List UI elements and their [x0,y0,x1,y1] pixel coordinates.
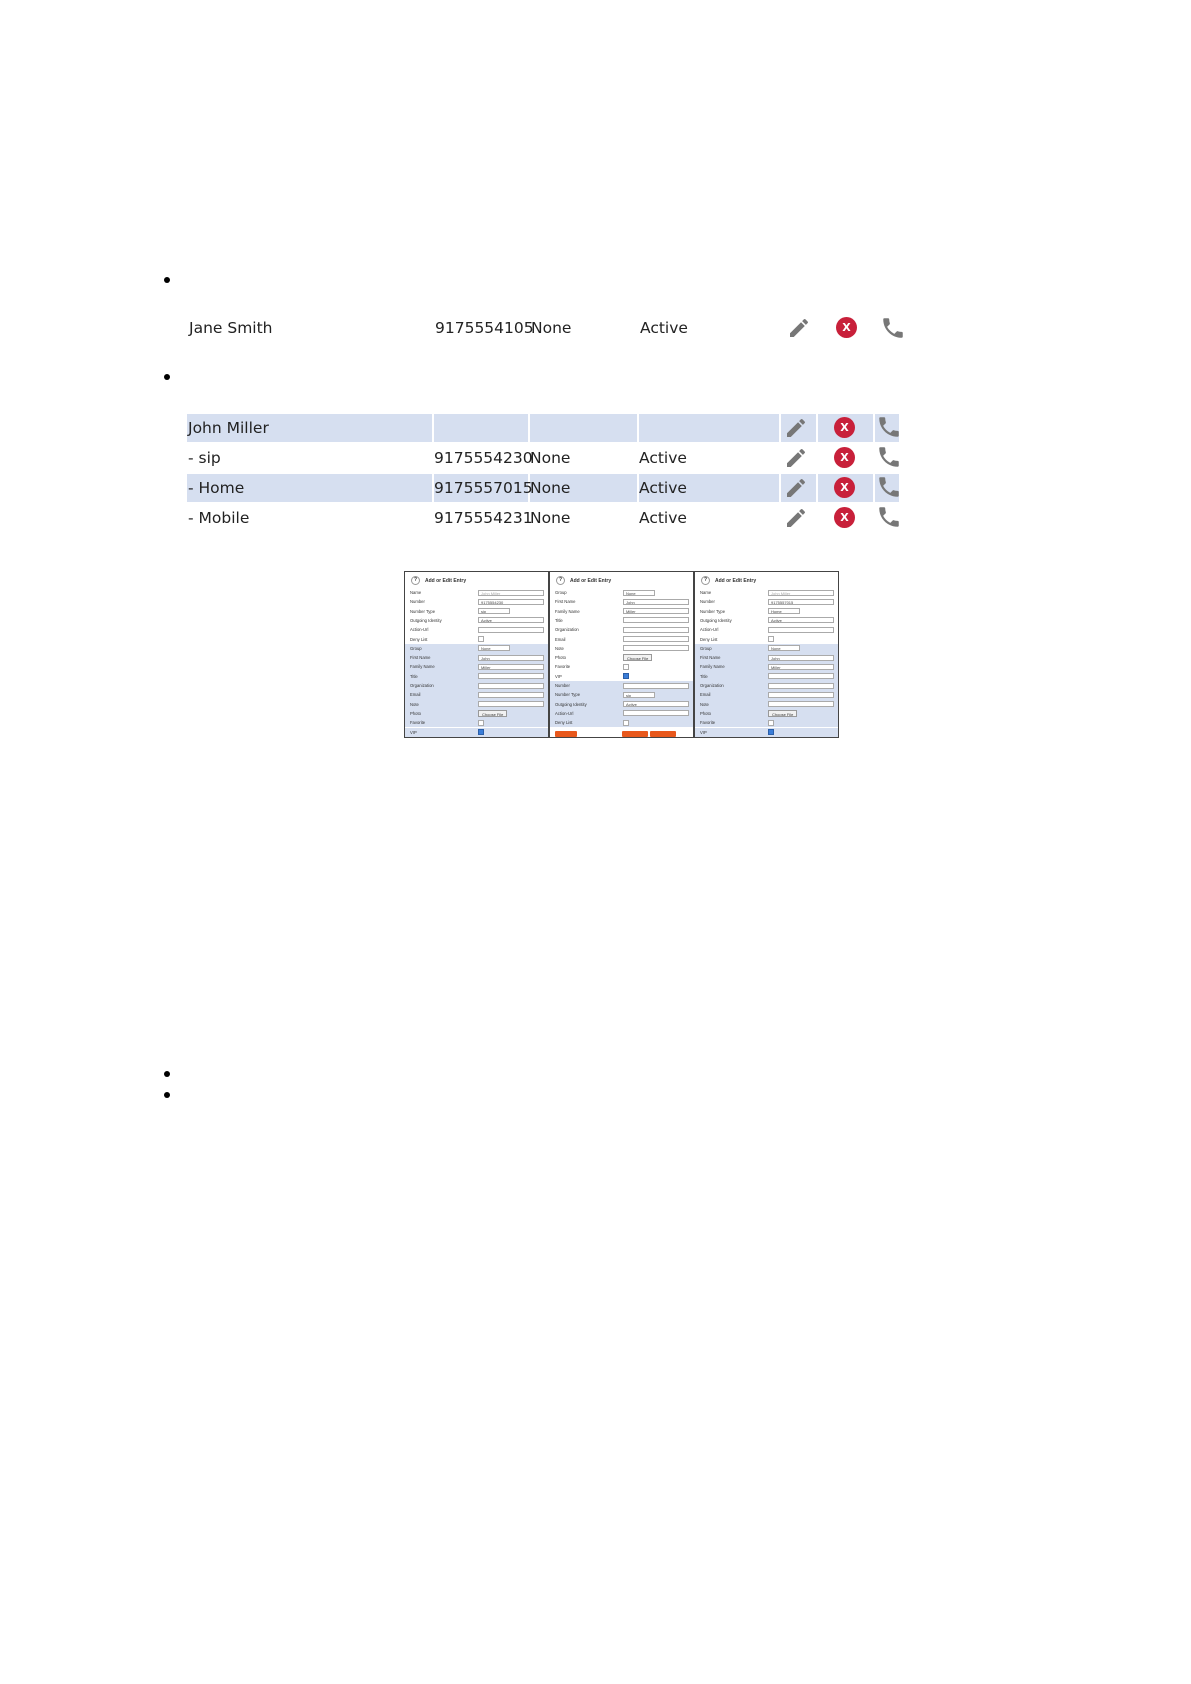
text-input[interactable]: John Miller [768,590,834,596]
field-label: Action-Url [700,627,719,633]
form-field [405,718,548,727]
field-label: Email [410,692,421,698]
checkbox[interactable] [623,720,629,726]
form-field [550,597,693,606]
form-field [695,728,838,737]
field-label: VIP [700,729,707,735]
form-field [550,635,693,644]
form-field [695,681,838,690]
text-input[interactable] [478,627,544,633]
pencil-icon[interactable] [784,476,808,504]
field-label: Title [555,617,563,623]
text-input[interactable]: 9175554230 [478,599,544,605]
group-row-home [187,474,899,502]
group-row-mobile [187,504,899,532]
field-label: Note [555,645,564,651]
text-input[interactable]: Miller [768,664,834,670]
form-field [550,616,693,625]
row-number: 9175554230 [434,449,533,467]
edit-dialog-panel-1 [404,571,549,738]
form-field [550,607,693,616]
field-label: Deny List [700,636,718,642]
row-group: None [530,479,571,497]
field-label: First Name [555,599,576,605]
field-label: Outgoing Identity [555,701,587,707]
form-field [695,607,838,616]
form-field [695,653,838,662]
phone-icon[interactable] [876,414,902,444]
text-input[interactable] [623,617,689,623]
delete-icon[interactable]: X [834,417,855,438]
form-field [405,597,548,606]
group-row-sip [187,444,899,472]
field-label: Deny List [410,636,428,642]
dialog-title: Add or Edit Entry [715,578,757,584]
bullet-3 [164,1071,170,1077]
form-field [405,653,548,662]
field-label: Photo [555,655,566,661]
group-header-row [187,414,899,442]
form-field [550,644,693,653]
select-field[interactable]: Home [768,608,800,614]
form-field [695,597,838,606]
choose-file-button[interactable]: Choose File [478,710,507,717]
checkbox[interactable] [478,729,484,735]
form-field [405,690,548,699]
field-label: Number Type [410,608,436,614]
add-field-button[interactable] [622,731,648,737]
field-label: Note [410,701,419,707]
select-field[interactable]: Active [478,617,544,623]
field-label: Number Type [555,692,581,698]
form-field [405,644,548,653]
text-input[interactable]: John Miller [478,590,544,596]
text-input[interactable] [478,692,544,698]
text-input[interactable] [768,701,834,707]
field-label: Organization [555,627,579,633]
help-icon[interactable]: ? [556,576,565,585]
row-label: - Home [188,479,245,497]
text-input[interactable] [478,683,544,689]
field-label: Name [700,590,712,595]
help-icon[interactable]: ? [411,576,420,585]
field-label: Family Name [700,664,725,670]
text-input[interactable] [623,627,689,633]
field-label: Family Name [410,664,435,670]
row-label: - sip [188,449,221,467]
row-status: Active [639,449,687,467]
form-field [550,718,693,727]
text-input[interactable] [623,645,689,651]
checkbox[interactable] [768,720,774,726]
pencil-icon[interactable] [784,506,808,534]
entry-name: Jane Smith [189,319,273,337]
form-field [405,672,548,681]
field-label: Outgoing Identity [700,617,732,623]
bullet-2 [164,374,170,380]
text-input[interactable] [768,692,834,698]
text-input[interactable]: John [623,599,689,605]
field-label: Number [700,599,715,605]
pencil-icon[interactable] [784,446,808,474]
row-status: Active [639,509,687,527]
field-label: Group [410,645,422,651]
form-field [405,709,548,718]
delete-icon[interactable]: X [834,477,855,498]
field-label: Action-Url [555,710,574,716]
phone-icon[interactable] [876,474,902,504]
field-label: Number [410,599,425,605]
text-input[interactable] [768,673,834,679]
form-field [550,709,693,718]
select-field[interactable]: Active [623,701,689,707]
form-field [405,607,548,616]
dialog-title: Add or Edit Entry [570,578,612,584]
text-input[interactable] [623,683,689,689]
form-field [695,635,838,644]
entry-row-jane-smith [189,314,901,342]
choose-file-button[interactable]: Choose File [623,654,652,661]
field-label: Photo [700,710,711,716]
form-field [550,681,693,690]
entry-number: 9175554105 [435,319,534,337]
field-label: VIP [555,673,562,679]
bullet-1 [164,277,170,283]
form-field [405,728,548,737]
row-number: 9175554231 [434,509,533,527]
text-input[interactable]: John [768,655,834,661]
entry-group: None [531,319,572,337]
row-label: - Mobile [188,509,250,527]
edit-dialog-panel-3 [694,571,839,738]
field-label: First Name [700,655,721,661]
form-field [550,672,693,681]
phone-icon[interactable] [880,315,906,345]
form-field [405,635,548,644]
field-label: Note [700,701,709,707]
text-input[interactable]: Miller [478,664,544,670]
form-field [550,690,693,699]
text-input[interactable] [623,710,689,716]
field-label: Organization [700,683,724,688]
edit-dialog-panel-2 [549,571,694,738]
row-number: 9175557015 [434,479,533,497]
form-field [550,625,693,634]
form-field [695,690,838,699]
form-field [550,588,693,597]
field-label: Favorite [410,720,426,726]
form-field [695,718,838,727]
form-field [550,662,693,671]
field-label: Title [410,673,418,679]
text-input[interactable] [478,701,544,707]
entry-status: Active [640,319,688,337]
field-label: Group [555,590,567,595]
phone-icon[interactable] [876,504,902,534]
text-input[interactable] [768,627,834,633]
select-field[interactable]: None [623,590,655,596]
form-field [695,625,838,634]
form-field [550,653,693,662]
row-status: Active [639,479,687,497]
save-button[interactable] [555,731,577,737]
bullet-4 [164,1092,170,1098]
field-label: Photo [410,710,421,716]
field-label: Email [700,692,711,698]
phone-icon[interactable] [876,444,902,474]
help-icon[interactable]: ? [701,576,710,585]
checkbox[interactable] [623,664,629,670]
form-field [405,700,548,709]
form-field [695,709,838,718]
pencil-icon[interactable] [787,316,811,344]
form-field [695,616,838,625]
form-field [695,662,838,671]
text-input[interactable]: 9175557015 [768,599,834,605]
form-field [405,625,548,634]
field-label: Family Name [555,608,580,614]
form-field [695,588,838,597]
select-field[interactable]: None [478,645,510,651]
dialog-title: Add or Edit Entry [425,578,467,584]
form-field [405,616,548,625]
delete-icon[interactable]: X [834,447,855,468]
field-label: VIP [410,729,417,735]
text-input[interactable]: John [478,655,544,661]
select-field[interactable]: None [768,645,800,651]
form-field [405,588,548,597]
form-field [550,700,693,709]
text-input[interactable] [478,673,544,679]
row-group: None [530,509,571,527]
text-input[interactable] [768,683,834,689]
form-field [695,700,838,709]
row-group: None [530,449,571,467]
select-field[interactable]: sip [623,692,655,698]
form-field [405,681,548,690]
cancel-button[interactable] [650,731,676,737]
select-field[interactable]: Active [768,617,834,623]
form-field [695,672,838,681]
field-label: Favorite [700,720,716,726]
field-label: Number [555,683,570,688]
choose-file-button[interactable]: Choose File [768,710,797,717]
delete-icon[interactable]: X [834,507,855,528]
checkbox[interactable] [768,636,774,642]
field-label: Title [700,673,708,679]
field-label: Action-Url [410,627,429,633]
form-field [405,662,548,671]
group-name: John Miller [188,419,269,437]
checkbox[interactable] [768,729,774,735]
field-label: Deny List [555,720,573,726]
field-label: Number Type [700,608,726,614]
text-input[interactable] [623,636,689,642]
checkbox[interactable] [623,673,629,679]
field-label: Email [555,636,566,642]
field-label: First Name [410,655,431,661]
text-input[interactable]: Miller [623,608,689,614]
checkbox[interactable] [478,720,484,726]
delete-icon[interactable]: X [836,317,857,338]
select-field[interactable]: sip [478,608,510,614]
field-label: Outgoing Identity [410,617,442,623]
pencil-icon[interactable] [784,416,808,444]
field-label: Name [410,590,422,595]
field-label: Organization [410,683,434,688]
form-field [695,644,838,653]
field-label: Favorite [555,664,571,670]
field-label: Group [700,645,712,651]
checkbox[interactable] [478,636,484,642]
